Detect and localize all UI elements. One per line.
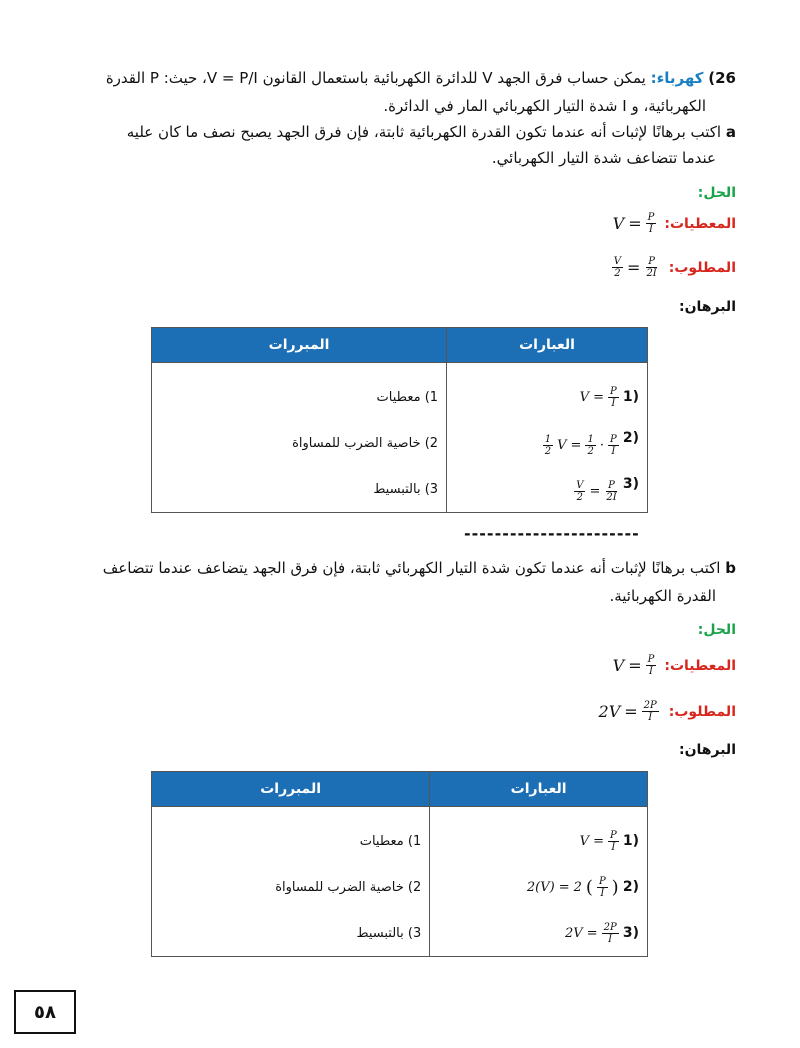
question-intro-text-2: الكهربائية، و I شدة التيار الكهربائي المار في الدائرة.: [383, 97, 706, 115]
part-a-statement-1: (1 V = $\frac{P}{I}$: [447, 363, 648, 421]
part-a-statement-2: (2 $\frac{1}{2}$ V = $\frac{1}{2}$ · $\frac{P}{I}$: [447, 420, 648, 466]
part-a-required-row: [612, 256, 736, 279]
part-b-solution-label: الحل:: [697, 622, 736, 638]
part-b-statement-3: (3 2V = $\frac{2P}{I}$: [430, 910, 648, 957]
part-a-reason-2: 2) خاصية الضرب للمساواة: [152, 420, 447, 466]
part-b-statement-1: (1 V = $\frac{P}{I}$: [430, 807, 648, 865]
part-b-header-reasons: المبررات: [152, 772, 430, 807]
question-number: 26): [708, 69, 736, 87]
part-b-proof-label: البرهان:: [679, 742, 736, 758]
question-intro-text-1: يمكن حساب فرق الجهد V للدائرة الكهربائية باستعمال القانون V = P/I، حيث: P القدرة: [105, 69, 646, 87]
part-b-statement-2: (2 2(V) = 2 ( $\frac{P}{I}$ ): [430, 864, 648, 910]
part-a-line2: [60, 146, 716, 170]
part-b-required-label: المطلوب:: [668, 703, 736, 720]
part-b-proof-table: [151, 771, 648, 957]
part-a-text-1: اكتب برهانًا لإثبات أنه عندما تكون القدرة الكهربائية ثابتة، فإن فرق الجهد يصبح نصف ما كان عليه: [126, 123, 722, 141]
part-b-reason-1: 1) معطيات: [152, 807, 430, 865]
part-a-solution-label: الحل:: [697, 185, 736, 201]
part-a-reason-1: 1) معطيات: [152, 363, 447, 421]
part-b-text-1: اكتب برهانًا لإثبات أنه عندما تكون شدة التيار الكهربائي ثابتة، فإن فرق الجهد يتضاعف عندما تتضاعف: [102, 559, 721, 577]
part-a-proof-table: [151, 327, 648, 513]
part-a-line1: [60, 120, 736, 144]
part-b-required-equation: 2V = $\frac{2P}{I}$: [598, 700, 657, 723]
part-a-header-statements: العبارات: [447, 328, 648, 363]
part-b-line2: [60, 584, 716, 608]
part-b-required-row: [599, 700, 736, 723]
part-b-given-equation: V = $\frac{P}{I}$: [612, 654, 655, 677]
part-a-given-row: [613, 212, 736, 235]
question-intro-line1: [60, 66, 736, 90]
part-a-given-equation: V = $\frac{P}{I}$: [612, 212, 655, 235]
part-a-text-2: عندما تتضاعف شدة التيار الكهربائي.: [491, 149, 716, 167]
part-b-given-label: المعطيات:: [664, 657, 736, 674]
part-a-reason-3: 3) بالتبسيط: [152, 466, 447, 513]
part-a-required-label: المطلوب:: [668, 259, 736, 276]
part-b-text-2: القدرة الكهربائية.: [609, 587, 716, 605]
part-b-given-row: [613, 654, 736, 677]
question-intro-line2: [60, 94, 706, 118]
part-b-reason-3: 3) بالتبسيط: [152, 910, 430, 957]
part-b-line1: [60, 556, 736, 580]
question-topic: كهرباء:: [650, 69, 704, 87]
part-b-header-statements: العبارات: [430, 772, 648, 807]
part-a-header-reasons: المبررات: [152, 328, 447, 363]
page-number: ٥٨: [14, 990, 76, 1034]
separator-dashes: -----------------------: [464, 524, 640, 543]
part-a-given-label: المعطيات:: [664, 215, 736, 232]
part-a-statement-3: (3 $\frac{V}{2}$ = $\frac{P}{2I}$: [447, 466, 648, 513]
part-b-reason-2: 2) خاصية الضرب للمساواة: [152, 864, 430, 910]
part-b-letter: b: [725, 559, 736, 577]
part-a-required-equation: $\frac{V}{2}$ = $\frac{P}{2I}$: [613, 256, 657, 279]
part-a-letter: a: [725, 123, 736, 141]
part-a-proof-label: البرهان:: [679, 299, 736, 315]
